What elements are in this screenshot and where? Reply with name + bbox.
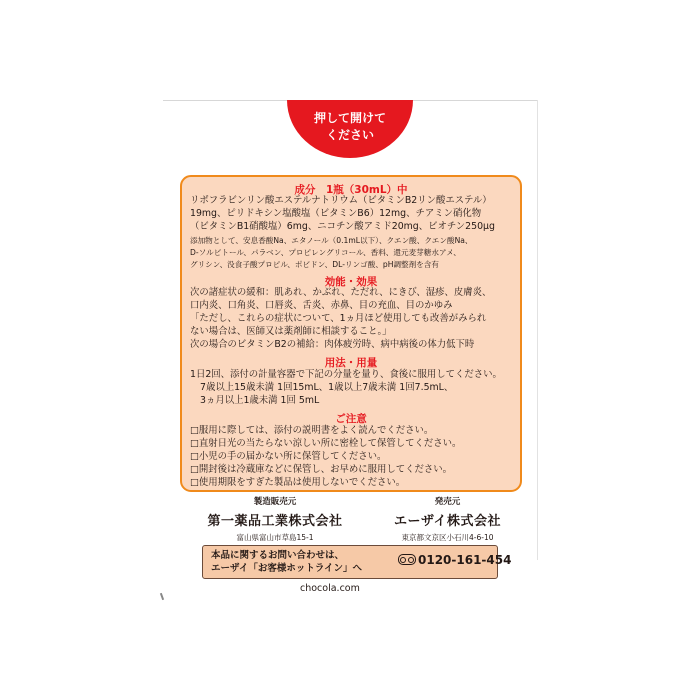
caution-text: 服用に際しては、添付の説明書をよく読んでください。 [198, 425, 434, 436]
contact-line2: エーザイ「お客様ホットライン」へ [211, 563, 363, 574]
free-dial-icon [398, 554, 416, 565]
distributor-address: 東京都文京区小石川4-6-10 [401, 533, 494, 542]
dosage-line: 3ヵ月以上1歳未満 1回 5mL [200, 395, 320, 406]
efficacy-line: 次の諸症状の緩和：肌あれ、かぶれ、ただれ、にきび、湿疹、皮膚炎、 [190, 287, 492, 298]
manufacturer-address: 富山県富山市草島15-1 [236, 533, 314, 542]
website-url: chocola.com [300, 583, 360, 594]
checkbox-icon: □ [190, 425, 199, 436]
manufacturer-name: 第一薬品工業株式会社 [207, 514, 343, 529]
additives-line: グリシン、没食子酸プロピル、ポビドン、DL-リンゴ酸、pH調整剤を含有 [190, 260, 440, 269]
ingredients-line: 19mg、ピリドキシン塩酸塩（ビタミンB6）12mg、チアミン硝化物 [190, 208, 482, 219]
distributor-role: 発売元 [434, 497, 461, 507]
ingredients-title: 成分 1瓶（30mL）中 [294, 184, 408, 196]
dosage-line: 1日2回、添付の計量容器で下記の分量を量り、食後に服用してください。 [190, 369, 502, 380]
efficacy-line: 「ただし、これらの症状について、1ヵ月ほど使用しても改善がみられ [190, 313, 487, 324]
caution-item [190, 451, 386, 463]
additives-line: 添加物として、安息香酸Na、エタノール（0.1mL以下）、クエン酸、クエン酸Na、 [190, 236, 473, 245]
ingredients-line: リボフラビンリン酸エステルナトリウム（ビタミンB2リン酸エステル） [190, 195, 492, 206]
phone-number [398, 553, 511, 567]
checkbox-icon: □ [190, 477, 199, 488]
efficacy-title: 効能・効果 [324, 276, 378, 288]
edge-mark [160, 593, 164, 600]
efficacy-line: 口内炎、口角炎、口唇炎、舌炎、赤鼻、目の充血、目のかゆみ [190, 300, 453, 311]
dosage-line: 7歳以上15歳未満 1回15mL、1歳以上7歳未満 1回7.5mL、 [200, 382, 454, 393]
company-info [160, 495, 540, 540]
caution-item [190, 425, 433, 437]
manufacturer-role: 製造販売元 [253, 497, 297, 507]
push-tab-line1: 押して開けて [313, 111, 386, 125]
manufacturer-block [190, 495, 360, 543]
efficacy-line: 次の場合のビタミンB2の補給：肉体疲労時、病中病後の体力低下時 [190, 339, 475, 350]
additives-line: D-ソルビトール、パラベン、プロピレングリコール、香料、還元麦芽糖水アメ、 [190, 248, 461, 257]
phone-text: 0120-161-454 [418, 553, 512, 567]
dosage-title: 用法・用量 [324, 357, 378, 369]
contact-line1: 本品に関するお問い合わせは、 [211, 550, 345, 561]
package-right-edge [537, 100, 538, 560]
checkbox-icon: □ [190, 451, 199, 462]
caution-item [190, 464, 452, 476]
distributor-block [360, 495, 535, 543]
efficacy-line: ない場合は、医師又は薬剤師に相談すること。」 [190, 326, 392, 337]
ingredients-line: （ビタミンB1硝酸塩）6mg、ニコチン酸アミド20mg、ビオチン250μg [190, 221, 495, 232]
caution-item [190, 438, 461, 450]
caution-text: 使用期限をすぎた製品は使用しないでください。 [198, 477, 406, 488]
distributor-name: エーザイ株式会社 [393, 514, 502, 529]
caution-text: 直射日光の当たらない涼しい所に密栓して保管してください。 [198, 438, 462, 449]
checkbox-icon: □ [190, 464, 199, 475]
cautions-title: ご注意 [335, 413, 367, 425]
product-info-box [180, 175, 522, 492]
checkbox-icon: □ [190, 438, 199, 449]
contact-text [211, 549, 362, 575]
caution-text: 小児の手の届かない所に保管してください。 [198, 451, 387, 462]
caution-text: 開封後は冷蔵庫などに保管し、お早めに服用してください。 [198, 464, 452, 475]
caution-item [190, 477, 405, 489]
push-tab-line2: ください [325, 128, 374, 142]
